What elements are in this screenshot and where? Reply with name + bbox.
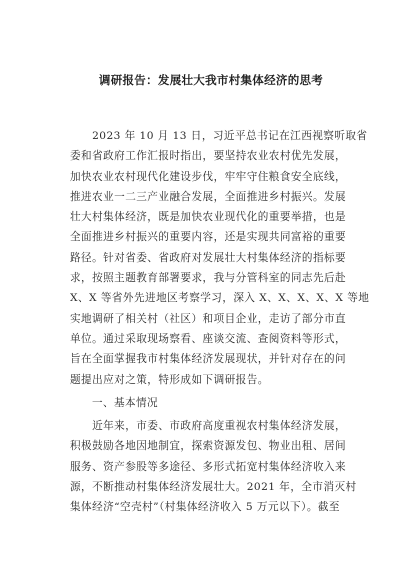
- paragraph-line: 服务、资产参股等多途径、多形式拓宽村集体经济收入来: [70, 460, 347, 473]
- document-title: 调研报告：发展壮大我市村集体经济的思考: [98, 73, 324, 87]
- paragraph-line: 题提出应对之策，特形成如下调研报告。: [70, 373, 269, 386]
- paragraph-line: 壮大村集体经济，既是加快农业现代化的重要举措，也是: [70, 211, 347, 224]
- paragraph-line: 2023 年 10 月 13 日，习近平总书记在江西视察听取省: [70, 130, 368, 142]
- paragraph-line: 全面推进乡村振兴的重要内容，还是实现共同富裕的重要: [70, 231, 347, 244]
- paragraph-line: 集体经济“空壳村”（村集体经济收入 5 万元以下）。截至: [70, 501, 340, 514]
- paragraph-line: 加快农业农村现代化建设步伐，牢牢守住粮食安全底线，: [70, 170, 347, 183]
- paragraph-line: 单位。通过采取现场察看、座谈交流、查阅资料等形式，: [70, 332, 347, 345]
- paragraph-line: 旨在全面掌握我市村集体经济发展现状，并针对存在的问: [70, 353, 347, 366]
- paragraph-line: 委和省政府工作汇报时指出，要坚持农业农村优先发展，: [70, 150, 347, 163]
- paragraph-line: 推进农业一二三产业融合发展，全面推进乡村振兴。发展: [70, 190, 347, 203]
- paragraph-line: 近年来，市委、市政府高度重视农村集体经济发展，: [70, 420, 347, 433]
- paragraph-line: 积极鼓励各地因地制宜，探索资源发包、物业出租、居间: [70, 440, 347, 453]
- paragraph-line: 求，按照主题教育部署要求，我与分管科室的同志先后赴: [70, 272, 347, 285]
- intro-paragraph: [70, 126, 370, 390]
- paragraph-line: 实地调研了相关村（社区）和项目企业，走访了部分市直: [70, 312, 347, 325]
- section1-paragraph: [70, 416, 357, 517]
- paragraph-line: 路径。针对省委、省政府对发展壮大村集体经济的指标要: [70, 251, 347, 264]
- section-heading: 一、基本情况: [70, 396, 158, 409]
- paragraph-line: 源，不断推动村集体经济发展壮大。2021 年，全市消灭村: [70, 481, 357, 494]
- paragraph-line: X、X 等省外先进地区考察学习，深入 X、X、X、X、X 等地: [70, 292, 370, 305]
